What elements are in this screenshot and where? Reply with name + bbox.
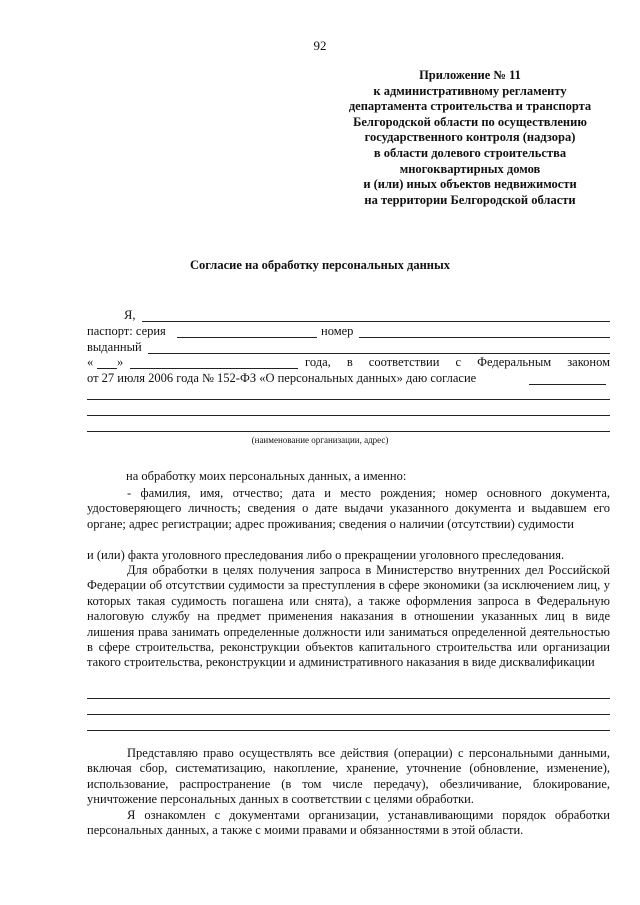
- personal-data-list-item: [87, 486, 610, 532]
- appendix-line: Белгородской области по осуществлению: [353, 114, 587, 129]
- passport-series-label: паспорт: серия: [87, 324, 166, 338]
- appendix-line: на территории Белгородской области: [364, 192, 576, 207]
- purpose-line-3: [87, 730, 610, 731]
- appendix-line: государственного контроля (надзора): [364, 130, 576, 145]
- date-month-line: [130, 368, 298, 369]
- issued-line: [148, 353, 610, 354]
- name-field-line: [142, 321, 610, 322]
- passport-series-line: [177, 337, 317, 338]
- issued-label: выданный: [87, 340, 142, 354]
- appendix-line: к административному регламенту: [373, 83, 567, 98]
- purpose-line-1: [87, 698, 610, 699]
- criminal-text: и (или) факта уголовного преследования либо о прекращении уголовного преследования.: [87, 548, 565, 562]
- law-text: от 27 июля 2006 года № 152-ФЗ «О персональных данных» даю согласие: [87, 371, 477, 385]
- list-item-text: - фамилия, имя, отчество; дата и место рождения; номер основного документа, удостоверяющего личность; сведения о дате выдачи указанного документа и выдавшем его органе; адрес регистрации; адрес проживания; сведения о наличии (отсутствии) судимости: [87, 486, 610, 531]
- purpose-paragraph: [87, 563, 610, 671]
- date-close-quote: »: [117, 355, 124, 369]
- document-title: Согласие на обработку персональных данных: [189, 258, 450, 272]
- purpose-line-2: [87, 714, 610, 715]
- ya-label: Я,: [124, 308, 136, 322]
- passport-number-line: [359, 337, 610, 338]
- date-open-quote: «: [87, 355, 94, 369]
- purpose-text: Для обработки в целях получения запроса в Министерство внутренних дел Российской Федерации об отсутствии судимости за преступления в сфере экономики (за исключением лиц, у которых такая судимость погашена или снята), а также оформления запроса в Федеральную налоговую службу на предмет применения наказания в отношении указанных лиц в виде лишения права занимать определенные должности или заниматься определенной деятельностью в сфере строительства, реконструкции объектов капитального строительства или организации такого строительства, реконструкции и административного наказания в виде дисквалификации: [87, 563, 610, 670]
- org-line-1: [87, 399, 610, 400]
- appendix-line: департамента строительства и транспорта: [348, 99, 592, 114]
- appendix-line: и (или) иных объектов недвижимости: [363, 177, 577, 192]
- rights-paragraph: [87, 746, 610, 808]
- org-caption: (наименование организации, адрес): [251, 435, 389, 445]
- date-day-line: [97, 368, 117, 369]
- acknowledge-paragraph: [87, 808, 610, 839]
- appendix-line: многоквартирных домов: [399, 161, 541, 176]
- year-text: года, в соответствии с Федеральным законом: [305, 355, 610, 369]
- intro-text: на обработку моих персональных данных, а именно:: [126, 469, 407, 483]
- acknowledge-text: Я ознакомлен с документами организации, устанавливающими порядок обработки персональных данных, а также с моими правами и обязанностями в этой области.: [87, 808, 610, 838]
- passport-number-label: номер: [321, 324, 354, 338]
- org-line-3: [87, 431, 610, 432]
- org-line-2: [87, 415, 610, 416]
- appendix-line: в области долевого строительства: [373, 145, 567, 160]
- appendix-line: Приложение № 11: [419, 68, 521, 82]
- page-number: 92: [313, 38, 327, 53]
- consent-org-line: [529, 384, 606, 385]
- rights-text: Представляю право осуществлять все действия (операции) с персональными данными, включая сбор, систематизацию, накопление, хранение, уточнение (обновление, изменение), использование, распространение (в том числе передачу), обезличивание, блокирование, уничтожение персональных данных в соответствии с целями обработки.: [87, 746, 610, 807]
- appendix-header: [330, 68, 610, 208]
